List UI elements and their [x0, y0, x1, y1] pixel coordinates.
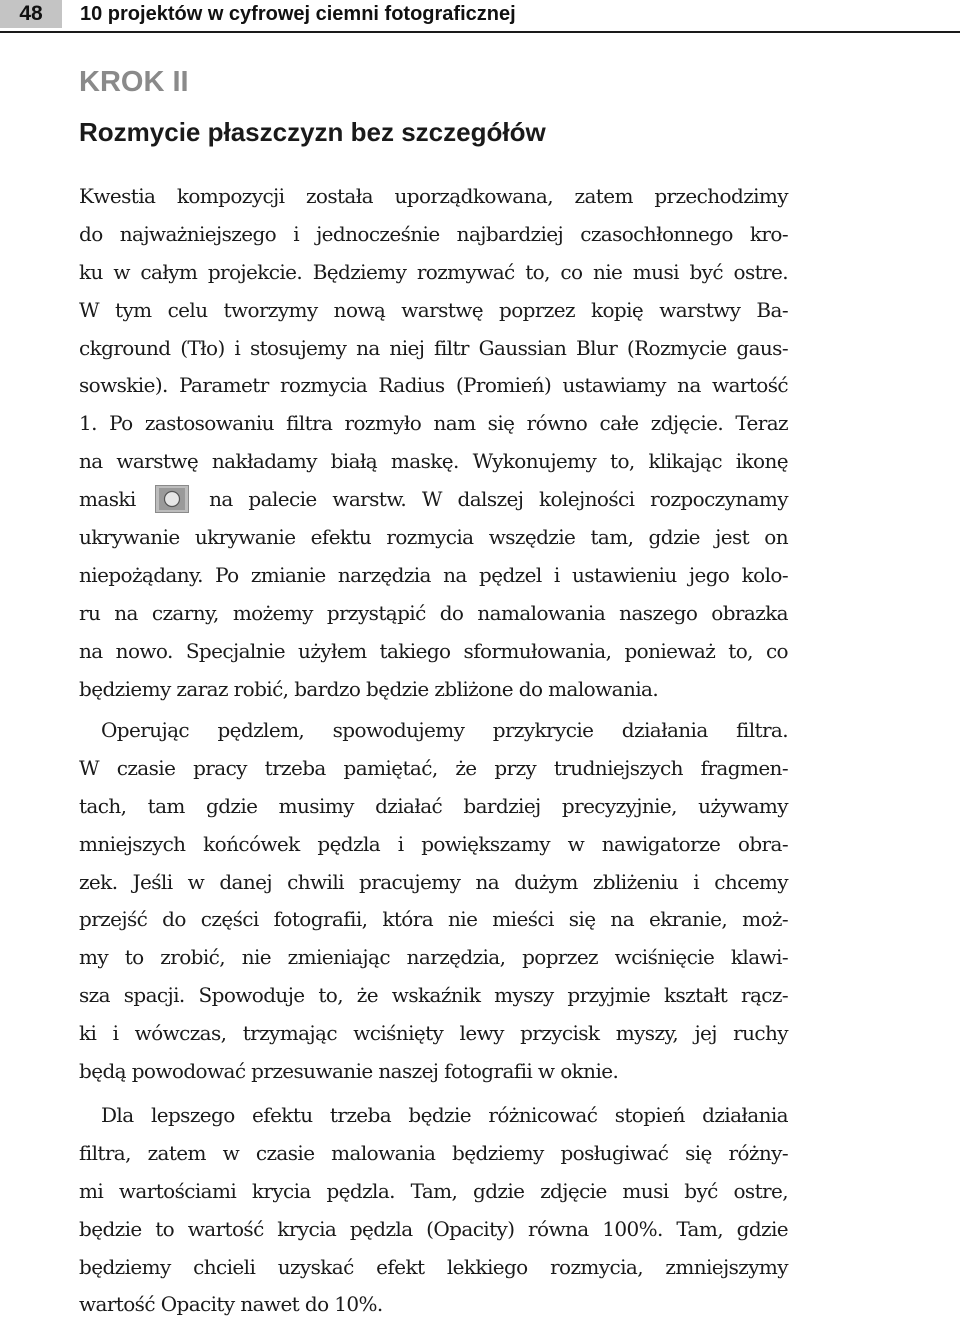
text-line: sza spacji. Spowoduje to, że wskaźnik myszy przyjmie kształt rącz- [79, 983, 788, 1008]
text-line: ru na czarny, możemy przystąpić do namalowania naszego obrazka [79, 600, 788, 625]
text-line: ki i wówczas, trzymając wciśnięty lewy przycisk myszy, jej ruchy [79, 1021, 788, 1046]
text-line: my to zrobić, nie zmieniając narzędzia, poprzez wciśnięcie klawi- [79, 945, 788, 970]
text-line: zek. Jeśli w danej chwili pracujemy na dużym zbliżeniu i chcemy [79, 869, 788, 894]
text-line: ku w całym projekcie. Będziemy rozmywać to, co nie musi być ostre. [79, 259, 788, 284]
text-line: będziemy chcieli uzyskać efekt lekkiego rozmycia, zmniejszymy [79, 1254, 788, 1279]
paragraph-3 [79, 1097, 788, 1324]
layer-mask-icon [155, 485, 189, 513]
paragraph-1 [79, 178, 788, 708]
text-line: W tym celu tworzymy nową warstwę poprzez kopię warstwy Ba- [79, 297, 788, 322]
text-line: mniejszych końcówek pędzla i powiększamy w nawigatorze obra- [79, 831, 788, 856]
text-line: będą powodować przesuwanie naszej fotografii w oknie. [79, 1059, 619, 1084]
text-line: niepożądany. Po zmianie narzędzia na pędzel i ustawieniu jego kolo- [79, 562, 788, 587]
text-line: ckground (Tło) i stosujemy na niej filtr Gaussian Blur (Rozmycie gaus- [79, 335, 788, 360]
text-fragment: na palecie warstw. W dalszej kolejności rozpoczynamy [209, 487, 788, 512]
section-title: Rozmycie płaszczyzn bez szczegółów [79, 117, 546, 147]
text-line: Operując pędzlem, spowodujemy przykrycie działania filtra. [101, 718, 788, 742]
text-line: sowskie). Parametr rozmycia Radius (Promień) ustawiamy na wartość [79, 373, 788, 398]
text-line: na warstwę nakładamy białą maskę. Wykonujemy to, klikając ikonę [79, 449, 788, 474]
text-line: ukrywanie ukrywanie efektu rozmycia wszędzie tam, gdzie jest on [79, 525, 788, 550]
text-line: na nowo. Specjalnie użyłem takiego sformułowania, ponieważ to, co [79, 638, 788, 663]
text-fragment: maski [79, 487, 136, 512]
text-line: do najważniejszego i jednocześnie najbardziej czasochłonnego kro- [79, 221, 788, 246]
text-line: wartość Opacity nawet do 10%. [79, 1292, 383, 1317]
text-line: będzie to wartość krycia pędzla (Opacity) równa 100%. Tam, gdzie [79, 1216, 788, 1241]
text-line: filtra, zatem w czasie malowania będziemy posługiwać się różny- [79, 1140, 788, 1165]
text-line: Kwestia kompozycji została uporządkowana, zatem przechodzimy [79, 184, 788, 208]
text-line: będziemy zaraz robić, bardzo będzie zbliżone do malowania. [79, 676, 659, 701]
text-line: 1. Po zastosowaniu filtra rozmyło nam się równo całe zdjęcie. Teraz [79, 411, 788, 436]
header-rule [0, 31, 960, 33]
paragraph-2 [79, 712, 788, 1091]
running-title: 10 projektów w cyfrowej ciemni fotograficznej [80, 3, 516, 25]
step-label: KROK II [79, 66, 189, 98]
text-line: W czasie pracy trzeba pamiętać, że przy trudniejszych fragmen- [79, 755, 788, 780]
page-number: 48 [0, 0, 62, 28]
page-header [0, 0, 960, 34]
text-line: Dla lepszego efektu trzeba będzie różnicować stopień działania [101, 1103, 788, 1127]
text-line: tach, tam gdzie musimy działać bardziej precyzyjnie, używamy [79, 793, 788, 818]
text-line: mi wartościami krycia pędzla. Tam, gdzie zdjęcie musi być ostre, [79, 1178, 788, 1203]
text-line: przejść do części fotografii, która nie mieści się na ekranie, moż- [79, 907, 788, 932]
text-line-with-icon [79, 481, 788, 519]
